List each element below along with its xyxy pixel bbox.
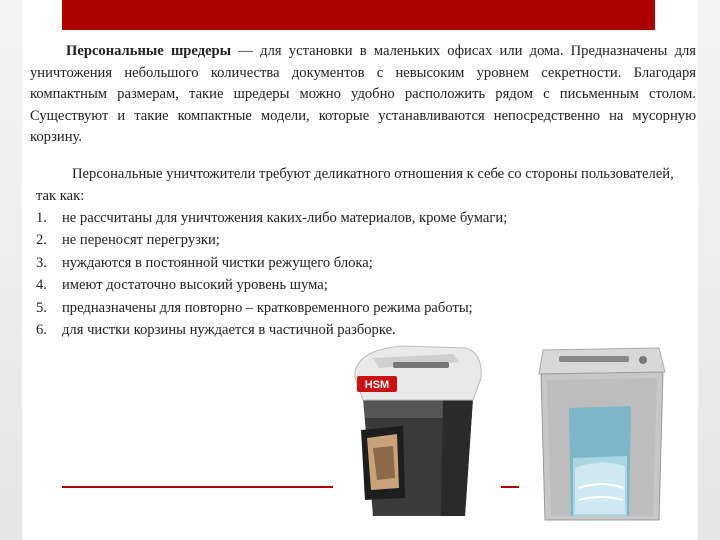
list-item xyxy=(36,207,696,229)
list-item xyxy=(36,252,696,274)
list-text: имеют достаточно высокий уровень шума; xyxy=(62,277,328,294)
header-accent-bar xyxy=(62,0,655,30)
list-number: 5. xyxy=(36,299,47,316)
list-item xyxy=(36,297,696,319)
list-text: для чистки корзины нуждается в частичной разборке. xyxy=(62,322,396,339)
intro-paragraph xyxy=(30,41,696,149)
list-number: 4. xyxy=(36,277,47,294)
shredder-hsm-image xyxy=(333,338,501,524)
shredder-photo-grey xyxy=(519,338,682,524)
list-text: не рассчитаны для уничтожения каких-либо материалов, кроме бумаги; xyxy=(62,210,508,226)
list-item xyxy=(36,274,696,296)
shredder-grey-image xyxy=(519,338,682,524)
list-text: предназначены для повторно – кратковременного режима работы; xyxy=(62,299,473,316)
list-number: 2. xyxy=(36,232,47,249)
heading-term: Персональные шредеры xyxy=(66,43,232,59)
list-text: нуждаются в постоянной чистки режущего блока; xyxy=(62,254,373,271)
requirements-list xyxy=(36,207,696,341)
intro-text: — для установки в маленьких офисах или дома. Предназначены для уничтожения небольшого количества документов с невысоким уровнем секретности. Благодаря компактным размерам, такие шредеры можно удобно расположить рядом с письменным столом. Существуют и такие компактные модели, которые устанавливаются непосредственно на мусорную корзину. xyxy=(30,43,696,146)
brand-label: HSM xyxy=(364,379,390,391)
list-text: не переносят перегрузки; xyxy=(62,232,220,249)
list-number: 1. xyxy=(36,210,47,226)
shredder-photo-hsm xyxy=(333,338,501,524)
list-item xyxy=(36,229,696,251)
list-number: 3. xyxy=(36,254,47,271)
requirements-paragraph: Персональные уничтожители требуют деликатного отношения к себе со стороны пользователей, так как: xyxy=(36,166,674,204)
list-number: 6. xyxy=(36,322,47,339)
